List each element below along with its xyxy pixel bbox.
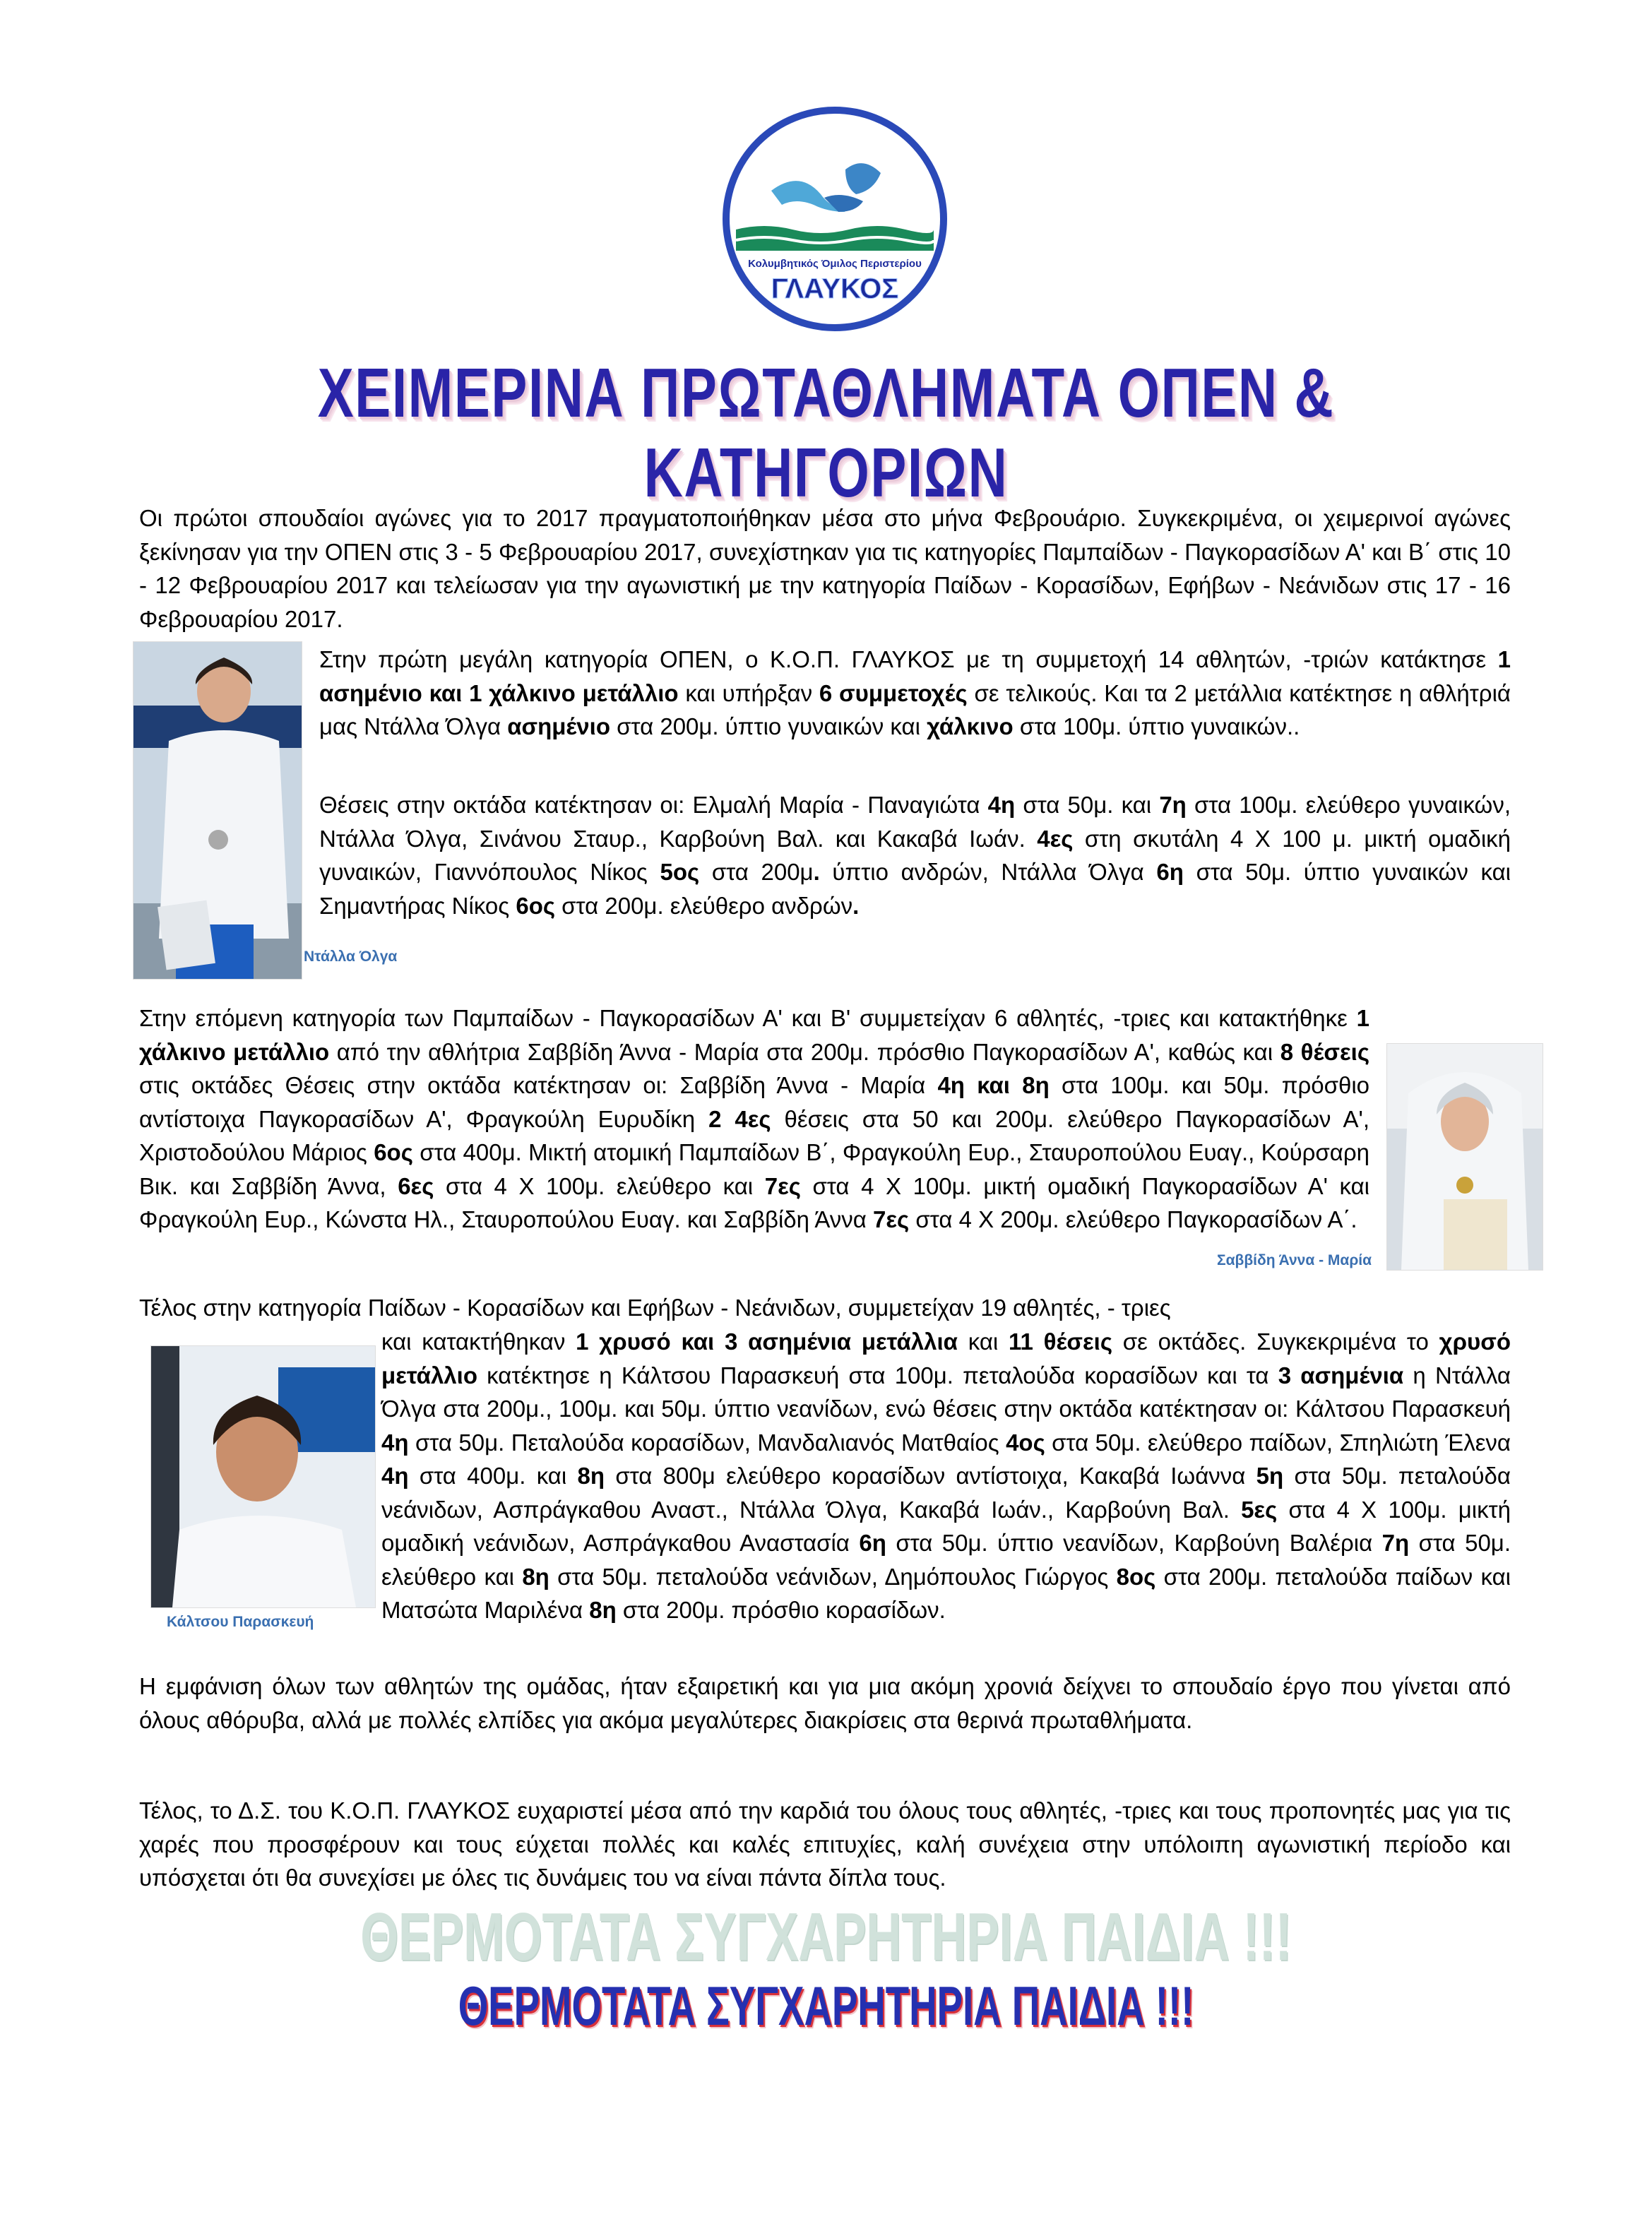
text-run: Θέσεις στην οκτάδα κατέκτησαν οι: Ελμαλή Μαρία - Παναγιώτα	[319, 792, 988, 818]
pampaidon-paragraph	[139, 1001, 1369, 1237]
bold-run: .	[813, 859, 820, 885]
bold-run: 8η	[522, 1563, 549, 1590]
bold-run: χρυσό μετάλλιο	[381, 1328, 1511, 1388]
photo-caption-savvidi: Σαββίδη Άννα - Μαρία	[1217, 1252, 1372, 1268]
photo-caption-dalla: Ντάλλα Όλγα	[304, 948, 398, 965]
text-run: στα 4 Χ 100μ. μικτή ομαδική Παγκορασίδων Α' και Φραγκούλη Ευρ., Κώνστα Ηλ., Σταυροπούλου Ευαγ. και Σαββίδη Άννα	[139, 1172, 1369, 1232]
bold-run: 11 θέσεις	[1009, 1328, 1112, 1355]
bold-run: 1 χάλκινο μετάλλιο	[139, 1005, 1369, 1065]
bold-run: 7η	[1381, 1530, 1410, 1556]
bold-run: 7η	[1159, 792, 1187, 818]
bold-run: 6 συμμετοχές	[819, 679, 968, 706]
paidon-paragraph-first-line: Τέλος στην κατηγορία Παίδων - Κορασίδων και Εφήβων - Νεάνιδων, συμμετείχαν 19 αθλητές, - τριες	[139, 1295, 1171, 1321]
text-run: και	[957, 1328, 1009, 1355]
text-run: Στην πρώτη μεγάλη κατηγορία ΟΠΕΝ, ο Κ.Ο.Π. ΓΛΑΥΚΟΣ με τη συμμετοχή 14 αθλητών, -τριών κατάκτησε	[319, 646, 1498, 672]
bold-run: 4ες	[1037, 825, 1074, 852]
bold-run: 6η	[859, 1530, 886, 1556]
text-run: σε οκτάδες. Συγκεκριμένα το	[1112, 1328, 1439, 1355]
bold-run: 4ος	[1006, 1429, 1045, 1456]
text-run: στα 50μ. ύπτιο νεανίδων, Καρβούνη Βαλέρια	[886, 1530, 1382, 1556]
text-run: κατέκτησε η Κάλτσου Παρασκευή στα 100μ. πεταλούδα κορασίδων και τα	[477, 1362, 1278, 1388]
bold-run: 6η	[1156, 859, 1184, 885]
bold-run: 1 χρυσό και 3 ασημένια μετάλλια	[576, 1328, 958, 1355]
bold-run: 5η	[1256, 1463, 1284, 1489]
text-run: στα 4 Χ 100μ. μικτή ομαδική νεάνιδων, Ασπράγκαθου Αναστασία	[381, 1496, 1511, 1556]
text-run: στα 50μ. πεταλούδα νεάνιδων, Ασπράγκαθου Αναστ., Ντάλλα Όλγα, Κακαβά Ιωάν., Καρβούνη Βαλ.	[381, 1463, 1511, 1523]
bold-run: .	[852, 892, 860, 919]
athlete-photo-savvidi	[1386, 1043, 1543, 1271]
bold-run: 5ος	[660, 859, 700, 885]
text-run: στα 100μ. και 50μ. πρόσθιο αντίστοιχα Παγκορασίδων Α', Φραγκούλη Ευρυδίκη	[139, 1072, 1370, 1132]
page-title: ΧΕΙΜΕΡΙΝΑ ΠΡΩΤΑΘΛΗΜΑΤΑ ΟΠΕΝ & ΚΑΤΗΓΟΡΙΩΝ	[317, 354, 1335, 511]
club-name-text: ΓΛΑΥΚΟΣ	[771, 273, 899, 304]
closing-banner-shadow: ΘΕΡΜΟΤΑΤΑ ΣΥΓΧΑΡΗΤΗΡΙΑ ΠΑΙΔΙΑ !!!	[360, 1899, 1292, 1975]
paidon-paragraph	[381, 1325, 1511, 1627]
text-run: στα 50μ. ελεύθερο και	[381, 1530, 1511, 1590]
text-run: στα 200μ	[699, 859, 814, 885]
intro-paragraph: Οι πρώτοι σπουδαίοι αγώνες για το 2017 πραγματοποιήθηκαν μέσα στο μήνα Φεβρουάριο. Συγκεκριμένα, οι χειμερινοί αγώνες ξεκίνησαν για την ΟΠΕΝ στις 3 - 5 Φεβρουαρίου 2017, συνεχίστηκαν για τις κατηγορίες Παμπαίδων - Παγκορασίδων Α' και Β΄ στις 10 - 12 Φεβρουαρίου 2017 και τελείωσαν για την αγωνιστική με την κατηγορία Παίδων - Κορασίδων, Εφήβων - Νεάνιδων στις 17 - 16 Φεβρουαρίου 2017.	[139, 505, 1511, 632]
athlete-photo-dalla	[133, 641, 302, 980]
text-run: στα 4 Χ 100μ. ελεύθερο και	[434, 1172, 765, 1199]
team-performance-paragraph: Η εμφάνιση όλων των αθλητών της ομάδας, ήταν εξαιρετική και για μια ακόμη χρονιά δείχνει το σπουδαίο έργο που γίνεται από όλους αθόρυβα, αλλά με πολλές ελπίδες για ακόμα μεγαλύτερες διακρίσεις στα θερινά πρωταθλήματα.	[139, 1673, 1511, 1733]
bold-run: 5ες	[1241, 1496, 1278, 1523]
text-run: στα 50μ. ελεύθερο παίδων, Σπηλιώτη Έλενα	[1045, 1429, 1511, 1456]
bold-run: 4η	[381, 1429, 409, 1456]
text-run: στα 50μ. και	[1015, 792, 1160, 818]
bold-run: 4η	[381, 1463, 409, 1489]
text-run: και υπήρξαν	[678, 679, 819, 706]
bold-run: 7ες	[764, 1172, 801, 1199]
bold-run: 8 θέσεις	[1280, 1038, 1369, 1065]
open-finals-paragraph	[319, 788, 1511, 922]
bold-run: 8η	[589, 1597, 617, 1623]
text-run: στα 50μ. πεταλούδα νεάνιδων, Δημόπουλος Γιώργος	[549, 1563, 1117, 1590]
text-run: ύπτιο ανδρών, Ντάλλα Όλγα	[819, 859, 1157, 885]
bold-run: 8η	[577, 1463, 605, 1489]
bold-run: χάλκινο	[927, 713, 1014, 739]
bold-run: 6ος	[516, 892, 556, 919]
text-run: στα 50μ. ύπτιο γυναικών και Σημαντήρας Νίκος	[319, 859, 1511, 919]
text-run: στις οκτάδες Θέσεις στην οκτάδα κατέκτησαν οι: Σαββίδη Άννα - Μαρία	[139, 1072, 938, 1098]
text-run: σε τελικούς. Και τα 2 μετάλλια κατέκτησε η αθλήτριά μας Ντάλλα Όλγα	[319, 679, 1511, 739]
text-run: από την αθλήτρια Σαββίδη Άννα - Μαρία στα 200μ. πρόσθιο Παγκορασίδων Α', καθώς και	[329, 1038, 1280, 1065]
closing-banner: ΘΕΡΜΟΤΑΤΑ ΣΥΓΧΑΡΗΤΗΡΙΑ ΠΑΙΔΙΑ !!!	[458, 1975, 1194, 2037]
text-run: στα 400μ. και	[408, 1463, 578, 1489]
text-run: στα 200μ. πεταλούδα παίδων και Ματσώτα Μαριλένα	[381, 1563, 1511, 1623]
text-run: στα 800μ ελεύθερο κορασίδων αντίστοιχα, Κακαβά Ιωάννα	[605, 1463, 1256, 1489]
athlete-photo-kaltsou	[150, 1345, 376, 1608]
text-run: στα 4 Χ 200μ. ελεύθερο Παγκορασίδων Α΄.	[909, 1206, 1357, 1232]
text-run: στα 200μ. ύπτιο γυναικών και	[610, 713, 927, 739]
bold-run: 3 ασημένια	[1278, 1362, 1404, 1388]
bold-run: 1 ασημένιο και 1 χάλκινο μετάλλιο	[319, 646, 1511, 706]
bold-run: 6ος	[374, 1139, 413, 1165]
board-thanks-paragraph: Τέλος, το Δ.Σ. του Κ.Ο.Π. ΓΛΑΥΚΟΣ ευχαριστεί μέσα από την καρδιά του όλους τους αθλητές, -τριες και τους προπονητές μας για τις χαρές που προσφέρουν και τους εύχεται πολλές και καλές επιτυχίες, καλή συνέχεια στην υπόλοιπη αγωνιστική περίοδο και υπόσχεται ότι θα συνεχίσει με όλες τις δυνάμεις του να είναι πάντα δίπλα τους.	[139, 1797, 1511, 1891]
bold-run: 2 4ες	[708, 1105, 771, 1132]
club-logo	[722, 106, 948, 332]
text-run: στα 50μ. Πεταλούδα κορασίδων, Μανδαλιανός Ματθαίος	[408, 1429, 1006, 1456]
text-run: η Ντάλλα Όλγα στα 200μ., 100μ. και 50μ. ύπτιο νεανίδων, ενώ θέσεις στην οκτάδα κατέκτησαν οι: Κάλτσου Παρασκευή	[381, 1362, 1511, 1422]
text-run: στα 200μ. ελεύθερο ανδρών	[555, 892, 853, 919]
text-run: στα 100μ. ύπτιο γυναικών..	[1013, 713, 1300, 739]
text-run: Στην επόμενη κατηγορία των Παμπαίδων - Παγκορασίδων Α' και Β' συμμετείχαν 6 αθλητές, -τριες και κατακτήθηκε	[139, 1005, 1357, 1031]
club-logo-text-group	[748, 258, 922, 304]
text-run: στη σκυτάλη 4 Χ 100 μ. μικτή ομαδική γυναικών, Γιαννόπουλος Νίκος	[319, 825, 1511, 885]
club-line-text: Κολυμβητικός Όμιλος Περιστερίου	[748, 258, 922, 270]
bold-run: 4η	[987, 792, 1016, 818]
text-run: στα 400μ. Μικτή ατομική Παμπαίδων Β΄, Φραγκούλη Ευρ., Σταυροπούλου Ευαγ., Κούρσαρη Βικ. και Σαββίδη Άννα,	[139, 1139, 1369, 1199]
text-run: στα 100μ. ελεύθερο γυναικών, Ντάλλα Όλγα, Σινάνου Σταυρ., Καρβούνη Βαλ. και Κακαβά Ιωάν.	[319, 792, 1511, 852]
text-run: και κατακτήθηκαν	[381, 1328, 576, 1355]
club-logo-emblem	[722, 106, 948, 332]
bold-run: 7ες	[873, 1206, 910, 1232]
photo-caption-kaltsou: Κάλτσου Παρασκευή	[167, 1614, 314, 1630]
bold-run: 8ος	[1116, 1563, 1156, 1590]
text-run: στα 200μ. πρόσθιο κορασίδων.	[616, 1597, 946, 1623]
open-category-paragraph	[319, 643, 1511, 744]
bold-run: ασημένιο	[507, 713, 610, 739]
text-run: θέσεις στα 50 και 200μ. ελεύθερο Παγκορασίδων Α', Χριστοδούλου Μάριος	[139, 1105, 1369, 1165]
bold-run: 4η και 8η	[937, 1072, 1050, 1098]
bold-run: 6ες	[398, 1172, 434, 1199]
